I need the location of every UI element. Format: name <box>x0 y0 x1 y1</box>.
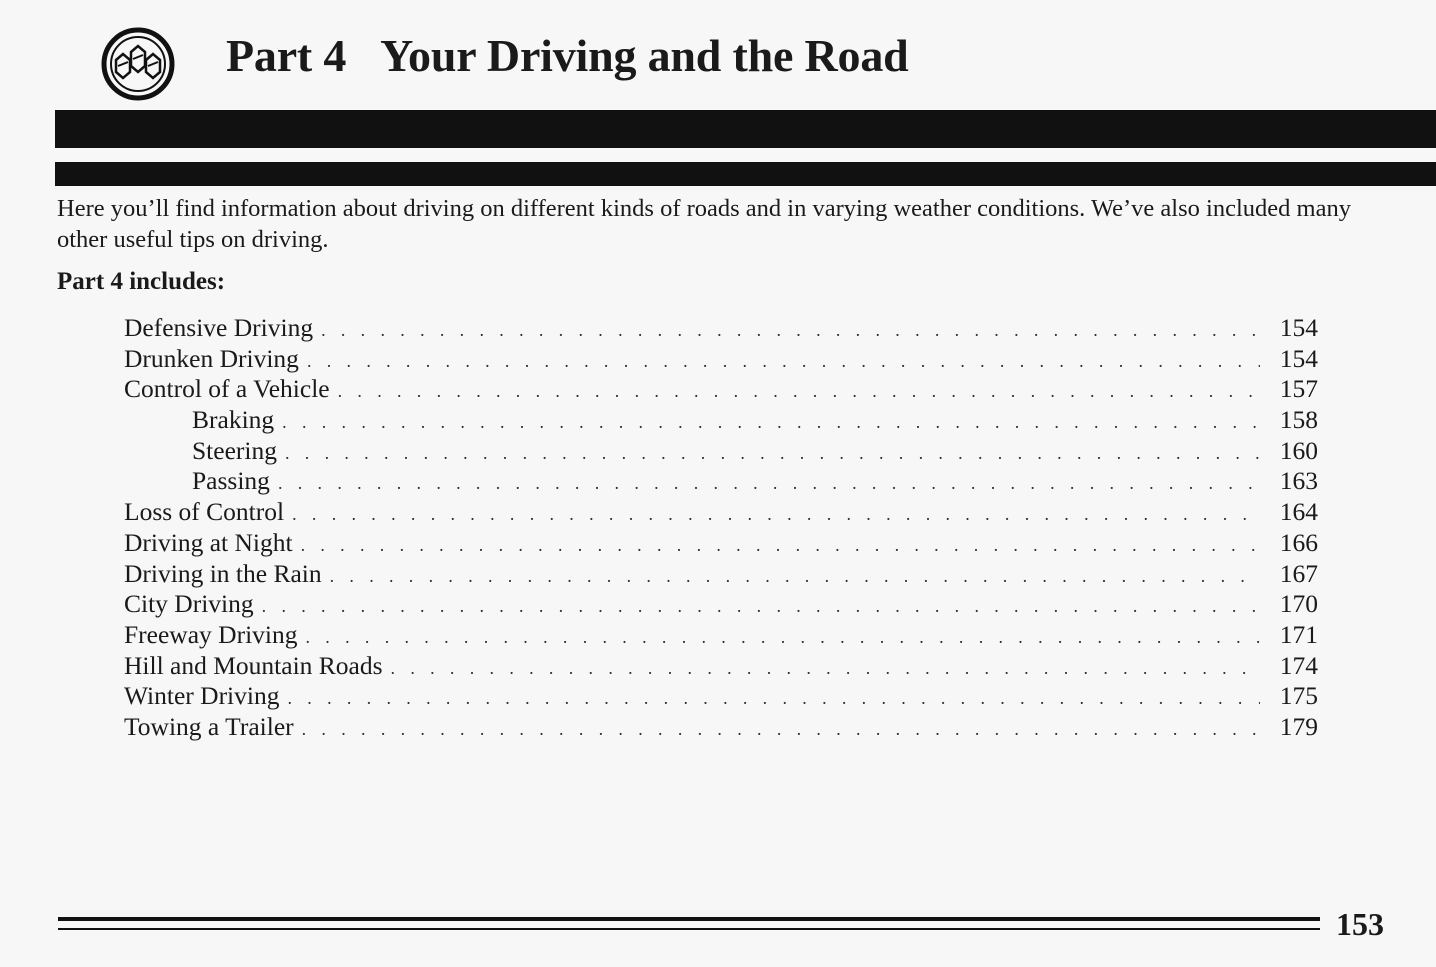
toc-entry-label: Towing a Trailer <box>124 711 294 741</box>
page-number: 153 <box>1336 906 1384 942</box>
part-label: Part 4 <box>226 30 347 81</box>
page-title <box>226 28 909 83</box>
toc-entry-page: 163 <box>1279 466 1318 496</box>
footer-rule-thin <box>58 928 1320 930</box>
toc-entry-label: Defensive Driving <box>124 313 314 342</box>
toc-entry-page: 175 <box>1279 681 1318 711</box>
dot-leader <box>330 561 1260 592</box>
toc-entry-page: 170 <box>1279 589 1318 619</box>
toc-entry-label: Driving at Night <box>124 527 293 557</box>
toc-entry-driving-at-night[interactable] <box>124 528 1318 559</box>
dot-leader <box>292 499 1260 530</box>
toc-entry-drunken-driving[interactable] <box>124 344 1318 375</box>
toc-entry-label: Loss of Control <box>124 497 285 527</box>
toc-entry-label: Drunken Driving <box>124 343 299 373</box>
toc-entry-label: Passing <box>192 466 270 496</box>
toc-entry-label: Hill and Mountain Roads <box>124 650 383 680</box>
dot-leader <box>306 622 1261 653</box>
toc-entry-label: Driving in the Rain <box>124 558 322 588</box>
toc-entry-defensive-driving[interactable] <box>124 313 1318 344</box>
toc-entry-page: 160 <box>1279 435 1318 465</box>
dot-leader <box>282 407 1260 438</box>
toc-entry-page: 174 <box>1279 650 1318 680</box>
toc-entry-winter-driving[interactable] <box>124 681 1318 712</box>
toc-entry-hill-and-mountain-roads[interactable] <box>124 651 1318 682</box>
toc-entry-control-of-a-vehicle[interactable] <box>124 374 1318 405</box>
header-band-bottom <box>55 162 1436 186</box>
dot-leader <box>321 315 1260 346</box>
toc-entry-label: Control of a Vehicle <box>124 374 330 404</box>
dot-leader <box>287 683 1260 714</box>
toc-entry-page: 157 <box>1279 374 1318 404</box>
toc-entry-page: 179 <box>1279 711 1318 741</box>
toc-entry-towing-a-trailer[interactable] <box>124 712 1318 743</box>
toc-entry-loss-of-control[interactable] <box>124 497 1318 528</box>
buick-tri-shield-icon <box>100 26 176 102</box>
intro-paragraph: Here you’ll find information about driving on different kinds of roads and in varying weather conditions. We’ve also included many other useful tips on driving. <box>57 195 1351 253</box>
toc-entry-label: Braking <box>192 405 275 435</box>
dot-leader <box>391 653 1260 684</box>
title-text: Your Driving and the Road <box>380 30 909 81</box>
dot-leader <box>262 591 1260 622</box>
toc-entry-braking[interactable] <box>124 405 1318 436</box>
dot-leader <box>338 376 1260 407</box>
dot-leader <box>301 530 1260 561</box>
footer-rule-thick <box>58 917 1320 921</box>
header-band-top <box>55 110 1436 148</box>
toc-entry-driving-in-the-rain[interactable] <box>124 559 1318 590</box>
toc-entry-page: 164 <box>1279 497 1318 527</box>
toc-entry-passing[interactable] <box>124 466 1318 497</box>
toc-entry-freeway-driving[interactable] <box>124 620 1318 651</box>
dot-leader <box>307 346 1260 377</box>
toc-entry-page: 171 <box>1279 619 1318 649</box>
toc-entry-page: 154 <box>1279 313 1318 342</box>
table-of-contents <box>124 313 1318 743</box>
toc-entry-page: 158 <box>1279 405 1318 435</box>
toc-entry-page: 167 <box>1279 558 1318 588</box>
toc-entry-page: 166 <box>1279 527 1318 557</box>
dot-leader <box>285 438 1260 469</box>
toc-entry-steering[interactable] <box>124 436 1318 467</box>
toc-entry-page: 154 <box>1279 343 1318 373</box>
dot-leader <box>302 714 1260 745</box>
toc-entry-label: Winter Driving <box>124 681 280 711</box>
toc-entry-label: Steering <box>192 435 277 465</box>
toc-entry-label: City Driving <box>124 589 254 619</box>
dot-leader <box>278 468 1260 499</box>
toc-entry-city-driving[interactable] <box>124 589 1318 620</box>
toc-entry-label: Freeway Driving <box>124 619 298 649</box>
includes-heading: Part 4 includes: <box>57 268 226 295</box>
